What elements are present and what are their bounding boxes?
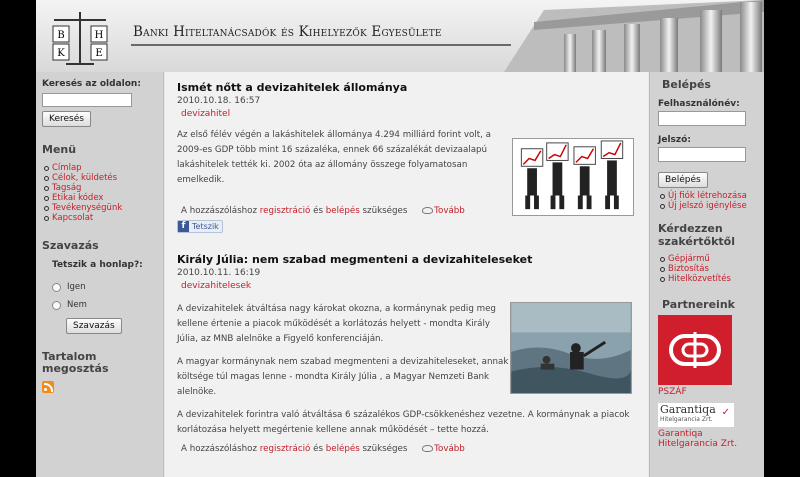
username-field[interactable] bbox=[658, 111, 746, 126]
read-more-link[interactable]: Tovább bbox=[434, 444, 465, 454]
garantiqa-logo[interactable] bbox=[658, 403, 734, 427]
pszaf-link[interactable]: PSZÁF bbox=[658, 387, 687, 397]
post-body bbox=[177, 302, 640, 438]
post-date: 2010.10.11. 16:19 bbox=[177, 268, 261, 278]
read-more-icon bbox=[422, 445, 433, 452]
main-menu bbox=[42, 163, 157, 223]
and-text: és bbox=[313, 206, 323, 216]
poll-title: Szavazás bbox=[42, 239, 99, 252]
search-input[interactable] bbox=[42, 93, 132, 107]
login-button[interactable]: Belépés bbox=[658, 172, 708, 188]
menu-item-celok[interactable] bbox=[52, 173, 157, 183]
ask-links bbox=[658, 254, 756, 284]
like-label: Tetszik bbox=[192, 222, 219, 231]
right-sidebar bbox=[649, 72, 764, 477]
logo-letter: E bbox=[95, 48, 103, 59]
password-field[interactable] bbox=[658, 147, 746, 162]
radio-button[interactable] bbox=[52, 283, 61, 292]
menu-item-tagsag[interactable] bbox=[52, 183, 157, 193]
pszaf-emblem-icon bbox=[669, 330, 721, 370]
poll-option-nem[interactable] bbox=[52, 300, 157, 310]
garantiqa-logo-text: Garantiqa bbox=[660, 403, 716, 416]
menu-item-etikai-kodex[interactable] bbox=[52, 193, 157, 203]
ask-experts-title: Kérdezzen szakértőktől bbox=[658, 222, 735, 248]
read-more-link[interactable]: Tovább bbox=[434, 206, 465, 216]
register-link[interactable]: regisztráció bbox=[259, 206, 311, 216]
login-link[interactable]: belépés bbox=[325, 444, 360, 454]
post-date: 2010.10.18. 16:57 bbox=[177, 96, 261, 106]
facebook-like-button[interactable] bbox=[177, 220, 223, 233]
password-label: Jelszó: bbox=[658, 135, 691, 145]
post-paragraph: A devizahitelek forintra való átváltása 6 százalékos GDP-csökkenéshez vezetne. A kormánynak a piacok korlátozása helyett megértenie kellene annak működését – tette hozzá. bbox=[177, 410, 630, 435]
ask-link[interactable]: Gépjármű bbox=[668, 254, 710, 264]
logo-letter: K bbox=[57, 48, 65, 59]
facebook-icon: f bbox=[178, 221, 189, 232]
comment-prefix: A hozzászóláshoz bbox=[181, 444, 258, 454]
page bbox=[36, 0, 764, 477]
title-divider bbox=[131, 44, 511, 46]
post-title[interactable]: Király Júlia: nem szabad megmenteni a devizahiteleseket bbox=[177, 253, 533, 266]
post-paragraph: Az első félév végén a lakáshitelek állománya 4.294 milliárd forint volt, a 2009-es GDP több mint 16 százaléka, ennek 66 százalékát devizaalapú lakáshitelek tették ki. 2002 óta az állomány összege folyamatosan emelkedik. bbox=[177, 130, 491, 185]
partners-title: Partnereink bbox=[662, 298, 735, 311]
menu-item-cimlap[interactable] bbox=[52, 163, 157, 173]
poll-question: Tetszik a honlap?: bbox=[52, 260, 143, 270]
login-title: Belépés bbox=[662, 78, 711, 91]
ask-link[interactable]: Biztosítás bbox=[668, 264, 709, 274]
site-header bbox=[36, 0, 764, 72]
rss-icon[interactable] bbox=[42, 381, 54, 393]
river-rescue-photo bbox=[510, 302, 632, 394]
create-account-link[interactable]: Új fiók létrehozása bbox=[668, 191, 747, 201]
ask-item-gepjarmu[interactable] bbox=[668, 254, 756, 264]
scales-logo-icon[interactable] bbox=[44, 8, 116, 68]
new-password-item[interactable] bbox=[668, 201, 756, 211]
site-title[interactable]: Banki Hiteltanácsadók és Kihelyezők Egyesülete bbox=[133, 24, 442, 40]
garantiqa-logo-sub: Hitelgarancia Zrt. bbox=[660, 416, 713, 423]
login-link[interactable]: belépés bbox=[325, 206, 360, 216]
columns-building-icon bbox=[504, 0, 764, 72]
post-body bbox=[177, 128, 640, 188]
post-tag-link[interactable]: devizahitel bbox=[181, 109, 231, 119]
post-links bbox=[181, 444, 640, 454]
post-item bbox=[177, 81, 640, 233]
business-cartoon-image bbox=[512, 138, 634, 216]
ask-link[interactable]: Hitelközvetítés bbox=[668, 274, 731, 284]
comment-prefix: A hozzászóláshoz bbox=[181, 206, 258, 216]
menu-link[interactable]: Kapcsolat bbox=[52, 213, 94, 223]
garantiqa-link[interactable]: Garantiqa Hitelgarancia Zrt. bbox=[658, 429, 738, 449]
account-links bbox=[658, 191, 756, 211]
check-icon: ✓ bbox=[721, 407, 730, 418]
pszaf-logo[interactable] bbox=[658, 315, 732, 385]
post-title[interactable]: Ismét nőtt a devizahitelek állománya bbox=[177, 81, 408, 94]
new-password-link[interactable]: Új jelszó igénylése bbox=[668, 201, 747, 211]
read-more-icon bbox=[422, 207, 433, 214]
and-text: és bbox=[313, 444, 323, 454]
vote-button[interactable]: Szavazás bbox=[66, 318, 122, 334]
ask-item-biztositas[interactable] bbox=[668, 264, 756, 274]
left-sidebar bbox=[36, 72, 164, 477]
menu-link[interactable]: Tevékenységünk bbox=[52, 203, 123, 213]
search-label: Keresés az oldalon: bbox=[42, 79, 141, 89]
post-item bbox=[177, 253, 640, 454]
radio-button[interactable] bbox=[52, 301, 61, 310]
poll-option-igen[interactable] bbox=[52, 282, 157, 292]
comment-suffix: szükséges bbox=[362, 444, 408, 454]
post-paragraph: A magyar kormánynak nem szabad megmenteni a devizahiteleseket, annak költsége túl magas lenne - mondta Király Júlia , a Magyar Nemzeti Bank alelnöke. bbox=[177, 357, 509, 397]
menu-link[interactable]: Címlap bbox=[52, 163, 82, 173]
menu-item-tevekenyseg[interactable] bbox=[52, 203, 157, 213]
register-link[interactable]: regisztráció bbox=[259, 444, 311, 454]
menu-link[interactable]: Tagság bbox=[52, 183, 82, 193]
menu-item-kapcsolat[interactable] bbox=[52, 213, 157, 223]
main-content bbox=[165, 72, 648, 477]
logo-letter: H bbox=[94, 30, 104, 41]
poll-option-label: Igen bbox=[67, 282, 86, 292]
search-button[interactable]: Keresés bbox=[42, 111, 91, 127]
post-tag-link[interactable]: devizahitelesek bbox=[181, 281, 252, 291]
create-account-item[interactable] bbox=[668, 191, 756, 201]
post-paragraph: A devizahitelek átváltása nagy károkat okozna, a kormánynak pedig meg kellene értenie a piacok működését a korlátozás helyett - mondta Király Júlia, az MNB alelnöke a Figyelő konferenciáján. bbox=[177, 304, 496, 344]
logo-letter: B bbox=[57, 30, 65, 41]
comment-suffix: szükséges bbox=[362, 206, 408, 216]
share-title: Tartalom megosztás bbox=[42, 350, 109, 375]
menu-link[interactable]: Etikai kódex bbox=[52, 193, 104, 203]
poll-option-label: Nem bbox=[67, 300, 87, 310]
ask-item-hitelkozvetites[interactable] bbox=[668, 274, 756, 284]
menu-title: Menü bbox=[42, 143, 77, 156]
username-label: Felhasználónév: bbox=[658, 99, 740, 109]
menu-link[interactable]: Célok, küldetés bbox=[52, 173, 118, 183]
